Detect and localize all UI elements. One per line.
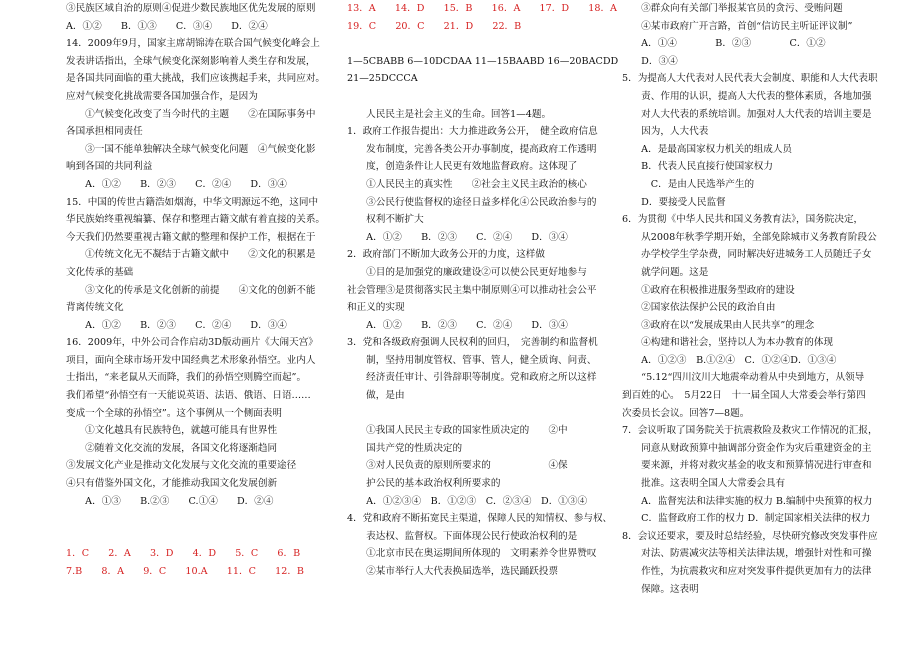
text-line: ③群众向有关部门举报某官员的贪污、受贿问题: [622, 3, 843, 14]
text-line: 度，创造条件让人民更有效地监督政府。这体现了: [347, 161, 578, 173]
text-line: B．代表人民直接行使国家权力: [622, 161, 773, 173]
text-line: D．要接受人民监督: [622, 196, 726, 208]
left-column: [66, 0, 328, 581]
text-line: ③民族区域自治的原则④促进少数民族地区优先发展的原则: [66, 3, 316, 14]
text-line: 国共产党的性质决定的: [347, 442, 463, 454]
text-line: C．是由人民选举产生的: [622, 178, 755, 190]
text-line: A．是最高国家权力机关的组成人员: [622, 143, 793, 155]
text-line: [347, 405, 617, 423]
text-line: 今天我们仍然要重视古籍文献的整理和保护工作，根据在于: [66, 231, 316, 243]
text-line: A．①② B．②③ C．②④ D．③④: [347, 319, 568, 331]
text-line: 5．为提高人大代表对人民代表大会制度、职能和人大代表职: [622, 73, 878, 85]
middle-column: [347, 0, 617, 581]
text-line: ③公民行使监督权的途径日益多样化④公民政治参与的: [347, 196, 597, 208]
text-line: ④构建和谐社会，坚持以人为本办教育的体现: [622, 337, 834, 349]
text-line: [347, 88, 617, 106]
text-line: 同意从财政预算中抽调部分资金作为灾后重建资金的主: [622, 442, 872, 454]
right-column-text: [622, 0, 894, 598]
text-line: 13．A 14．D 15．B 16．A 17．D 18．A: [347, 3, 617, 14]
text-line: 次委员长会议。回答7—8题。: [622, 407, 750, 419]
text-line: ①政府在积极推进服务型政府的建设: [622, 284, 795, 296]
text-line: 4．党和政府不断拓宽民主渠道，保障人民的知情权、参与权、: [347, 513, 613, 525]
text-line: 华民族始终重视编纂、保存和整理古籍文献有着直接的关系。: [66, 214, 326, 226]
text-line: 21—25DCCCA: [347, 73, 418, 85]
text-line: 和正义的实现: [347, 302, 405, 314]
answer-key-part1: [66, 545, 328, 580]
text-line: 我们希望“孙悟空有一天能说英语、法语、俄语、日语……: [66, 390, 311, 402]
text-line: 各国承担相同责任: [66, 126, 143, 138]
text-line: 人民民主是社会主义的生命。回答1—4题。: [347, 108, 552, 120]
text-line: ①我国人民民主专政的国家性质决定的 ②中: [347, 425, 568, 437]
text-line: ①文化越具有民族特色，就越可能具有世界性: [66, 425, 278, 437]
text-line: 做，是由: [347, 390, 405, 402]
text-line: 1．C 2．A 3．D 4．D 5．C 6．B: [66, 548, 301, 560]
text-line: 7．会议听取了国务院关于抗震救险及救灾工作情况的汇报，: [622, 425, 878, 437]
text-line: 19．C 20．C 21．D 22．B: [347, 20, 522, 32]
text-line: A．①② B．②③ C．②④ D．③④: [347, 231, 568, 243]
text-line: 责、作用的认识，提高人大代表的整体素质，各地加强: [622, 90, 872, 102]
text-line: A．①② B．②③ C．②④ D．③④: [66, 178, 287, 190]
text-line: A．监督宪法和法律实施的权力 B.编制中央预算的权力: [622, 495, 873, 507]
text-line: 6．为贯彻《中华人民共和国义务教育法》，国务院决定，: [622, 214, 864, 226]
text-line: ③一国不能单独解决全球气候变化问题 ④气候变化影: [66, 143, 316, 155]
text-line: 制，坚持用制度管权、管事、管人，健全质询、问责、: [347, 354, 597, 366]
text-line: A．①②③④ B．①②③ C．②③④ D．①③④: [347, 495, 588, 507]
text-line: 护公民的基本政治权利所要求的: [347, 478, 501, 490]
text-line: 背离传统文化: [66, 302, 124, 314]
text-line: ②国家依法保护公民的政治自由: [622, 302, 776, 314]
text-line: 经济责任审计、引咎辞职等制度。党和政府之所以这样: [347, 372, 597, 384]
text-line: 就学问题。这是: [622, 266, 709, 278]
text-line: ①气候变化改变了当今时代的主题 ②在国际事务中: [66, 108, 316, 120]
text-line: ③发展文化产业是推动文化发展与文化交流的重要途径: [66, 460, 297, 472]
text-line: 响到各国的共同利益: [66, 161, 153, 173]
left-column-text: [66, 0, 328, 510]
text-line: 7.B 8．A 9．C 10.A 11．C 12．B: [66, 566, 304, 577]
answer-key-part2: [347, 0, 617, 35]
right-column: [622, 0, 894, 598]
text-line: 14．2009年9月，国家主席胡锦涛在联合国气候变化峰会上: [66, 38, 320, 50]
text-line: 作性，为抗震救灾和应对突发事件提供更加有力的法律: [622, 566, 872, 577]
text-line: 保障。这表明: [622, 583, 699, 595]
text-line: 1．政府工作报告提出：大力推进政务公开， 健全政府信息: [347, 126, 598, 138]
text-line: ①北京市民在奥运期间所体现的 文明素养令世界赞叹: [347, 548, 597, 560]
text-line: ③对人民负责的原则所要求的 ④保: [347, 460, 568, 472]
text-line: A．①④ B．②③ C．①②: [622, 38, 826, 50]
text-line: A．①③ B.②③ C.①④ D．②④: [66, 495, 274, 507]
text-line: 文化传承的基础: [66, 266, 134, 278]
text-line: C．监督政府工作的权力 D．制定国家相关法律的权力: [622, 513, 871, 525]
middle-column-text: [347, 53, 617, 581]
text-line: ③政府在以“发展成果由人民共享”的理念: [622, 319, 815, 331]
text-line: 对法、防震减灾法等相关法律法规，增强针对性和可操: [622, 548, 872, 560]
text-line: ①传统文化无不凝结于古籍文献中 ②文化的积累是: [66, 249, 316, 261]
text-line: ③文化的传承是文化创新的前提 ④文化的创新不能: [66, 284, 316, 296]
text-line: 发表讲话指出，全球气候变化深刻影响着人类生存和发展，: [66, 55, 316, 67]
text-line: “5.12“四川汶川大地震牵动着从中央到地方，从领导: [622, 372, 865, 384]
text-line: A．①② B．②③ C．②④ D．③④: [66, 319, 287, 331]
text-line: 表达权、监督权。下面体现公民行使政治权利的是: [347, 530, 578, 542]
text-line: ②某市举行人大代表换届选举，选民踊跃投票: [347, 566, 559, 577]
text-line: 2．政府部门不断加大政务公开的力度，这样做: [347, 249, 545, 261]
text-line: 15．中国的传世古籍浩如烟海，中华文明源远不绝，这同中: [66, 196, 319, 208]
text-line: 变成一个全球的孙悟空”。这个事例从一个侧面表明: [66, 407, 282, 419]
text-line: ④只有借鉴外国文化，才能推动我国文化发展创新: [66, 478, 278, 490]
text-line: 批准。这表明全国人大常委会具有: [622, 478, 786, 490]
text-line: A．①②③ B.①②④ C．①②④D．①③④: [622, 354, 837, 366]
text-line: 1—5CBABB 6—10DCDAA 11—15BAABD 16—20BACDD: [347, 55, 619, 67]
text-line: 是各国共同面临的重大挑战，我们应该携起手来，共同应对。: [66, 73, 326, 85]
text-line: 发布制度，完善各类公开办事制度，提高政府工作透明: [347, 143, 597, 155]
text-line: 办学校学生学杂费，同时解决好进城务工人员随迁子女: [622, 249, 872, 261]
text-line: ①目的是加强党的廉政建设②可以使公民更好地参与: [347, 266, 587, 278]
text-line: D．③④: [622, 55, 678, 67]
text-line: 士指出，“来老鼠从天而降，我们的孙悟空则腾空而起”。: [66, 372, 307, 384]
text-line: ④某市政府广开言路，首创“信访民主听证评议制”: [622, 20, 853, 32]
text-line: 8．会议还要求，要及时总结经验，尽快研究修改突发事件应: [622, 530, 878, 542]
text-line: ①人民民主的真实性 ②社会主义民主政治的核心: [347, 178, 587, 190]
text-line: 16．2009年，中外公司合作启动3D版动画片《大闹天宫》: [66, 337, 318, 349]
text-line: A．①② B．①③ C．③④ D．②④: [66, 20, 268, 32]
text-line: 3．党和各级政府强调人民权利的回归， 完善制约和监督机: [347, 337, 598, 349]
text-line: 项目，面向全球市场开发中国经典艺术形象孙悟空。业内人: [66, 354, 316, 366]
text-line: 对人大代表的系统培训。加强对人大代表的培训主要是: [622, 108, 872, 120]
text-line: 社会管理③是贯彻落实民主集中制原则④可以推动社会公平: [347, 284, 597, 296]
text-line: 到百姓的心。 5月22日 十一届全国人大常委会举行第四: [622, 390, 866, 402]
text-line: 要来源，并将对救灾基金的收支和预算情况进行审查和: [622, 460, 872, 472]
text-line: 应对气候变化挑战需要各国加强合作，是因为: [66, 90, 258, 102]
text-line: 因为，人大代表: [622, 126, 709, 138]
text-line: ②随着文化交流的发展，各国文化将逐渐趋同: [66, 442, 278, 454]
text-line: 权利不断扩大: [347, 214, 424, 226]
text-line: 从2008年秋季学期开始，全部免除城市义务教育阶段公: [622, 231, 877, 243]
